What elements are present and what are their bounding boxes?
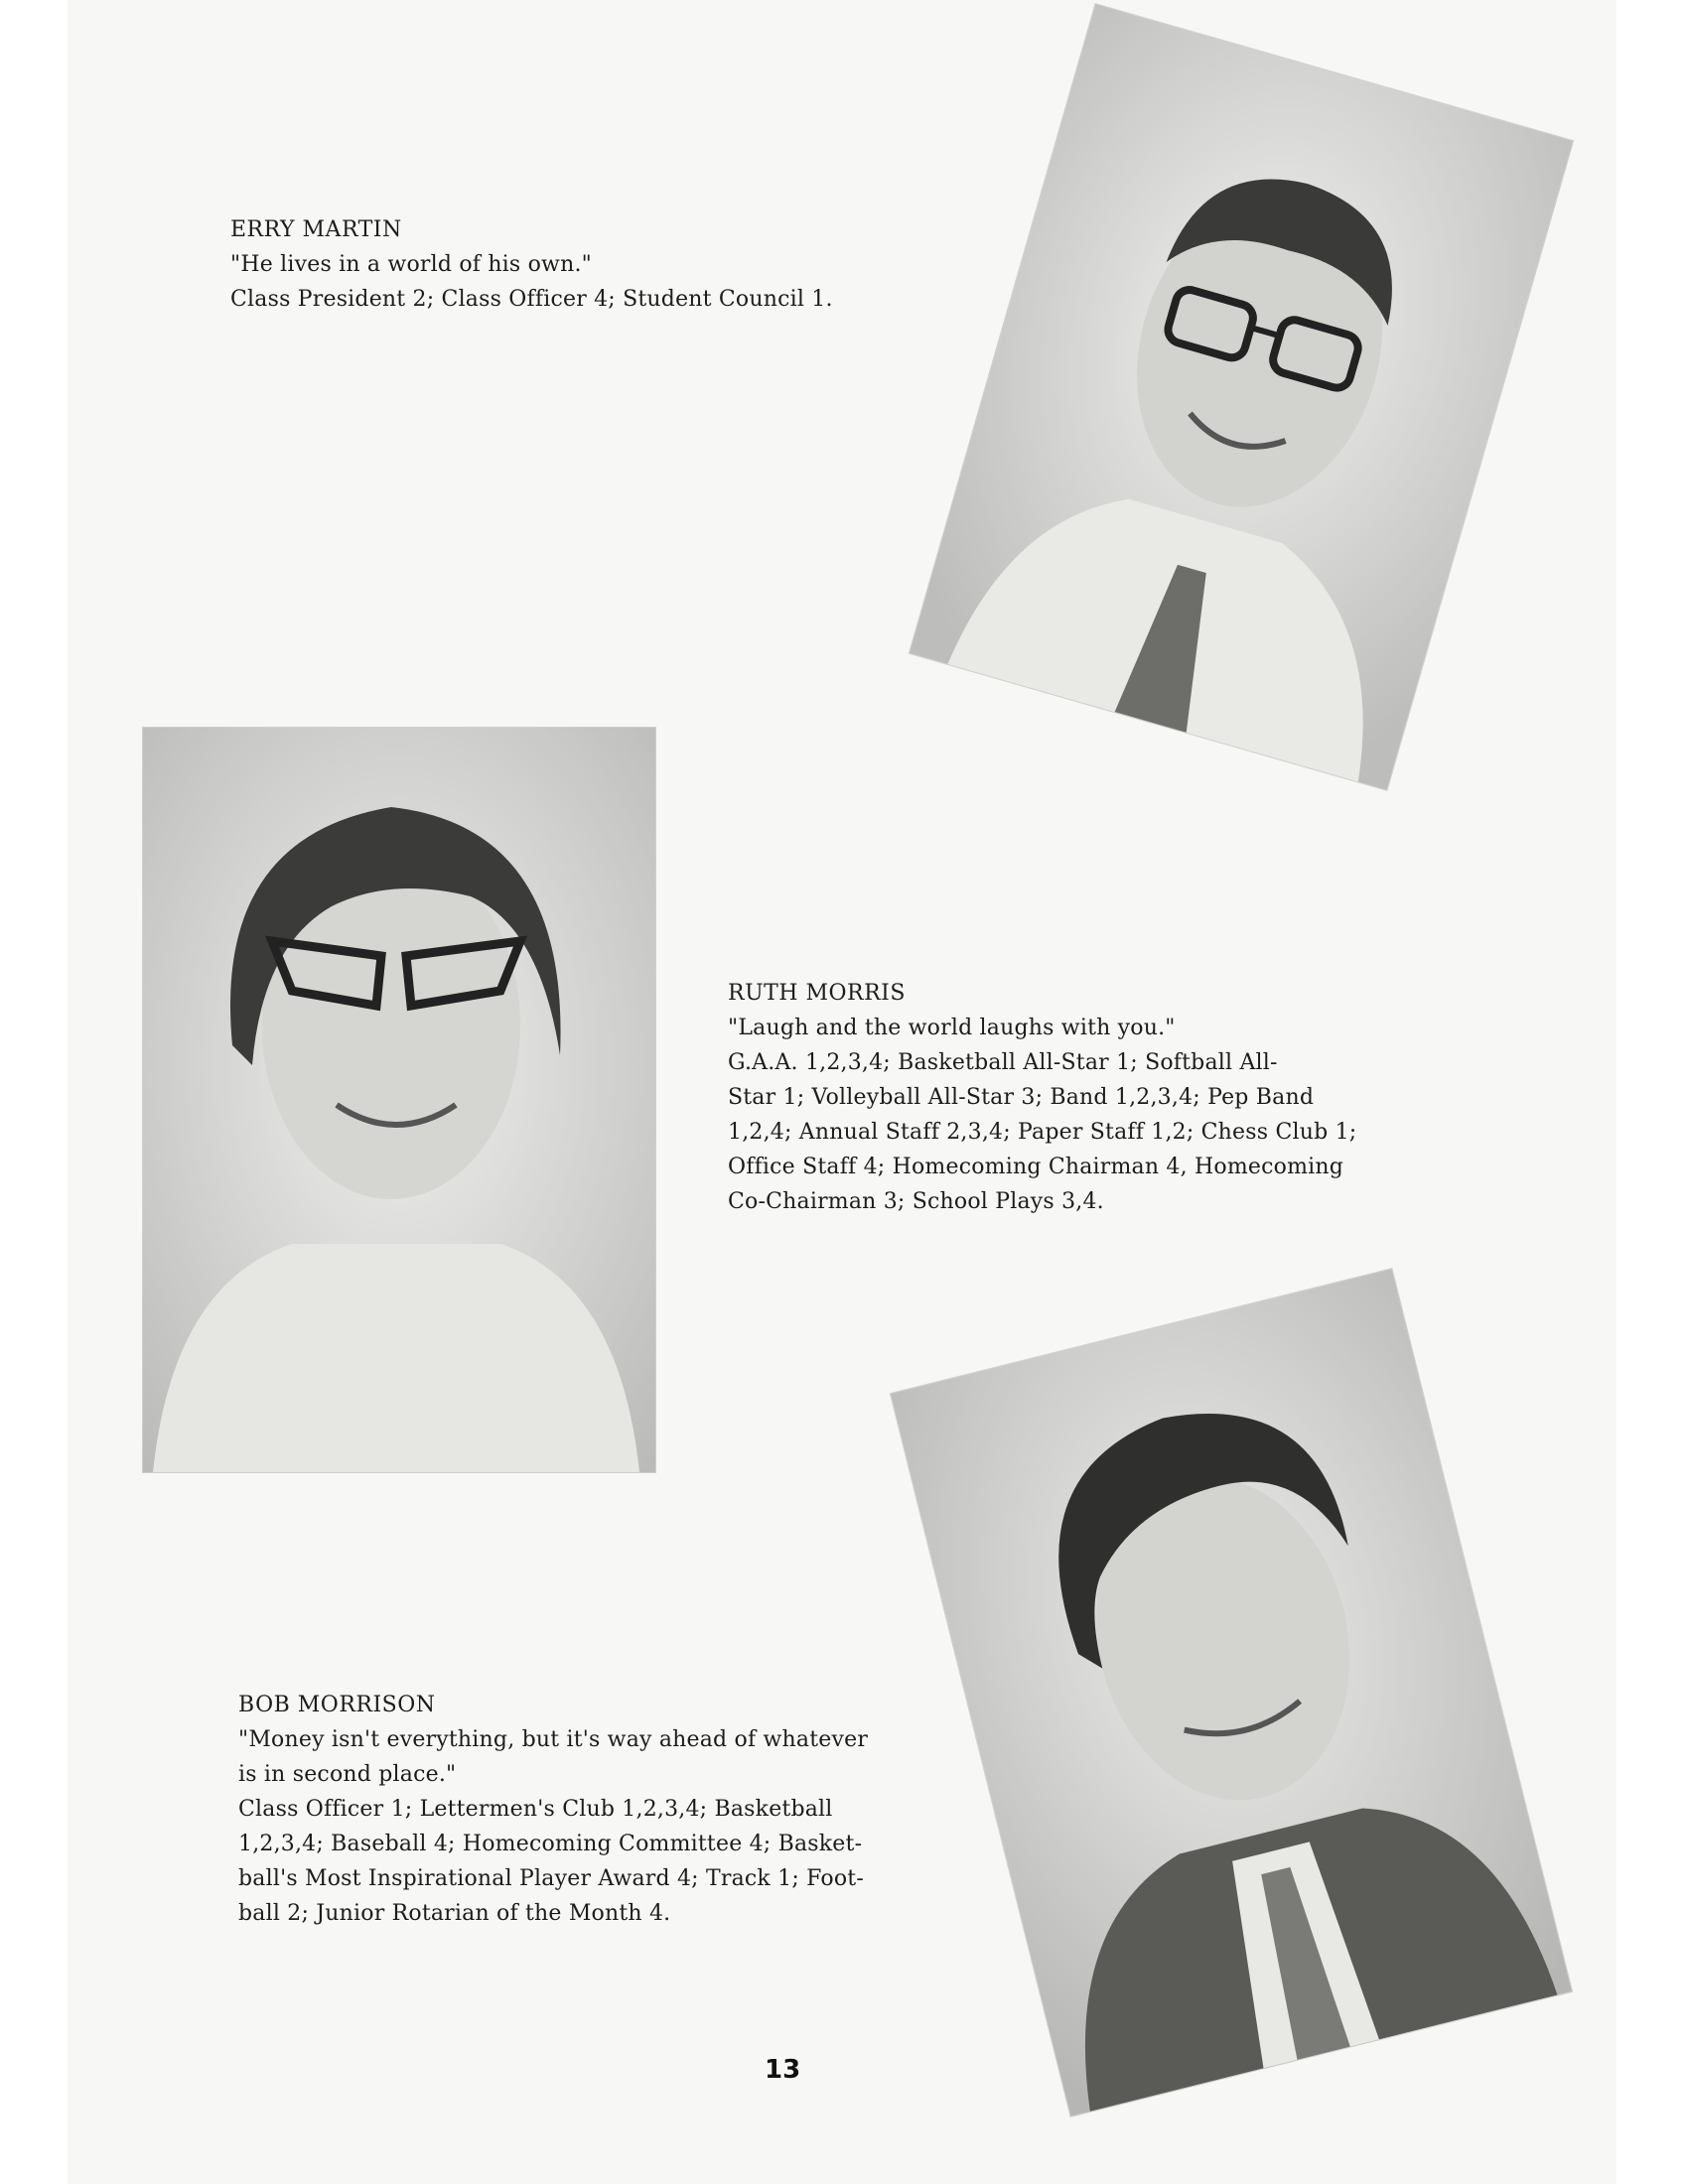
student-activities: 1,2,3,4; Baseball 4; Homecoming Committee 4; Basket- [238,1832,863,1856]
student-activities: 1,2,4; Annual Staff 2,3,4; Paper Staff 1,2; Chess Club 1; [728,1120,1357,1145]
student-activities: ball 2; Junior Rotarian of the Month 4. [238,1901,671,1926]
student-activities: ball's Most Inspirational Player Award 4; Track 1; Foot- [238,1866,864,1891]
student-quote: is in second place." [238,1762,457,1787]
student-activities: Class President 2; Class Officer 4; Student Council 1. [230,287,833,312]
photo-morris [143,728,655,1472]
student-activities: Office Staff 4; Homecoming Chairman 4, Homecoming [728,1155,1344,1179]
student-name: RUTH MORRIS [728,981,906,1006]
student-bio-morrison [238,1688,868,1931]
student-name: BOB MORRISON [238,1693,436,1717]
student-activities: Star 1; Volleyball All-Star 3; Band 1,2,3,4; Pep Band [728,1085,1315,1110]
student-name: ERRY MARTIN [230,217,402,242]
page-number: 13 [765,2055,801,2085]
student-quote: "Money isn't everything, but it's way ahead of whatever [238,1727,869,1752]
student-activities: Class Officer 1; Lettermen's Club 1,2,3,4; Basketball [238,1797,833,1822]
student-bio-morris [728,976,1356,1219]
student-quote: "He lives in a world of his own." [230,252,592,277]
student-activities: Co-Chairman 3; School Plays 3,4. [728,1189,1104,1214]
student-quote: "Laugh and the world laughs with you." [728,1016,1176,1040]
student-activities: G.A.A. 1,2,3,4; Basketball All-Star 1; Softball All- [728,1050,1278,1075]
student-bio-martin [230,212,833,317]
